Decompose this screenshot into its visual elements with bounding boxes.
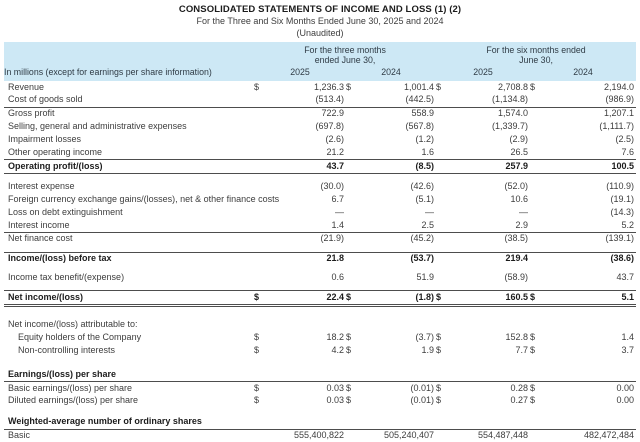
cell-value: 1.4 [621,331,635,342]
spacer-cell [4,306,636,319]
cell-value: (3.7) [415,331,435,342]
cell-value: 7.7 [515,344,529,355]
dollar-sign [346,134,362,147]
cell-value: 558.9 [411,108,435,119]
dollar-sign [254,134,268,147]
dollar-sign: $ [436,81,442,92]
year-column-header: 2025 [254,66,346,81]
cell-value [554,416,636,429]
dollar-sign [530,232,554,245]
table-row [4,252,636,265]
dollar-sign [436,160,456,174]
row-label: Other operating income [4,146,254,159]
cell-value: 0.28 [510,382,529,393]
dollar-sign [254,272,268,285]
dollar-sign: $ [346,382,352,393]
dollar-sign [436,368,456,381]
cell-value: (42.6) [410,180,435,191]
dollar-sign: $ [254,331,260,342]
cell-value [268,416,346,429]
cell-value: 2,708.8 [498,81,529,92]
cell-value: 5.2 [554,219,636,232]
cell-value: (1,111.7) [599,121,635,132]
dollar-sign: $ [530,382,536,393]
year-column-header: 2024 [530,66,636,81]
dollar-sign [530,272,554,285]
units-label: In millions (except for earnings per share information) [4,66,254,81]
dollar-sign [254,252,268,265]
cell-value: 0.03 [326,395,344,406]
cell-value: 2.9 [456,219,530,232]
row-label: Equity holders of the Company [18,331,142,342]
cell-value: 0.00 [616,382,635,393]
dollar-sign [436,193,456,206]
dollar-sign [436,206,456,219]
dollar-sign: $ [436,382,442,393]
cell-value: (2.6) [325,134,344,145]
dollar-sign [254,206,268,219]
title-block [0,0,640,39]
spacer-cell [4,357,636,368]
dollar-sign [436,272,456,285]
row-label: Selling, general and administrative expenses [8,121,187,132]
cell-value [362,416,436,429]
cell-value: (5.1) [415,193,435,204]
cell-value: (0.01) [410,395,435,406]
statement-subtitle: For the Three and Six Months Ended June 30, 2025 and 2024 [196,16,444,26]
dollar-sign [530,94,554,107]
table-row [4,146,636,159]
dollar-sign [346,206,362,219]
cell-value: 51.9 [416,272,435,283]
dollar-sign: $ [254,395,260,406]
cell-value: (567.8) [405,121,435,132]
header-spacer [4,42,254,55]
dollar-sign [346,193,362,206]
cell-value: (45.2) [410,233,435,244]
row-label: Basic earnings/(loss) per share [8,382,133,393]
dollar-sign [346,180,362,193]
cell-value: 555,400,822 [293,430,344,441]
cell-value: (2.5) [615,134,635,145]
row-label: Income/(loss) before tax [4,252,254,265]
dollar-sign [530,134,554,147]
cell-value: (1.8) [362,291,436,306]
table-row [4,219,636,232]
cell-value: 1,236.3 [313,81,344,92]
dollar-sign [436,107,456,120]
row-label: Weighted-average number of ordinary shares [4,416,254,429]
dollar-sign [436,318,456,331]
cell-value: (986.9) [554,94,636,107]
cell-value: 0.03 [326,382,344,393]
cell-value: (8.5) [362,160,436,174]
cell-value: (19.1) [610,193,635,204]
dollar-sign [346,160,362,174]
cell-value: 722.9 [321,108,344,119]
dollar-sign [530,193,554,206]
dollar-sign: $ [436,344,442,355]
table-row [4,193,636,206]
dollar-sign: $ [346,291,362,306]
table-row [4,331,636,344]
table-row [4,180,636,193]
dollar-sign [346,232,362,245]
table-row [4,416,636,429]
table-row [4,395,636,408]
statement-rows [4,81,636,442]
dollar-sign: $ [346,344,352,355]
cell-value: 0.27 [510,395,529,406]
income-statement-table [4,42,636,442]
row-label: Revenue [8,81,45,92]
dollar-sign: $ [436,395,442,406]
cell-value: (1.2) [415,134,435,145]
cell-value [456,318,530,331]
period-header-six-months-line2: June 30, [436,55,636,66]
dollar-sign [254,121,268,134]
cell-value: 482,472,484 [583,430,635,441]
cell-value [362,368,436,381]
cell-value: (110.9) [606,180,635,191]
cell-value: 1,001.4 [404,81,435,92]
cell-value: — [519,206,529,217]
dollar-sign [436,121,456,134]
dollar-sign: $ [254,291,268,306]
cell-value: (38.5) [504,233,529,244]
dollar-sign [346,272,362,285]
dollar-sign: $ [254,81,260,92]
table-row [4,272,636,285]
cell-value: 18.2 [326,331,344,342]
dollar-sign [346,121,362,134]
table-row [4,81,636,94]
dollar-sign [436,180,456,193]
cell-value: (14.3) [610,206,635,217]
dollar-sign [254,94,268,107]
dollar-sign: $ [530,331,536,342]
dollar-sign [530,219,554,232]
cell-value [554,368,636,381]
table-row [4,291,636,306]
dollar-sign: $ [346,395,352,406]
table-row [4,344,636,357]
cell-value: 0.6 [331,272,344,283]
row-label: Net income/(loss) attributable to: [8,318,138,329]
dollar-sign [530,160,554,174]
period-header-six-months-line1: For the six months ended [436,42,636,55]
cell-value: 26.5 [456,146,530,159]
cell-value: 7.6 [554,146,636,159]
spacer-row [4,357,636,368]
row-label: Gross profit [8,108,55,119]
table-row [4,368,636,381]
dollar-sign [436,416,456,429]
cell-value: (697.8) [315,121,344,132]
dollar-sign [530,318,554,331]
cell-value: 43.7 [616,272,635,283]
dollar-sign [254,180,268,193]
cell-value: 160.5 [456,291,530,306]
spacer-row [4,306,636,319]
dollar-sign [530,429,554,442]
cell-value: 219.4 [456,252,530,265]
dollar-sign [254,107,268,120]
table-header [4,42,636,81]
row-label: Interest expense [8,180,75,191]
row-label: Operating profit/(loss) [4,160,254,174]
cell-value: 152.8 [505,331,529,342]
dollar-sign [530,121,554,134]
row-label: Net finance cost [8,233,73,244]
row-label: Earnings/(loss) per share [4,368,254,381]
cell-value: 6.7 [331,193,344,204]
row-label: Interest income [4,219,254,232]
period-header-three-months-line1: For the three months [254,42,436,55]
year-column-header: 2025 [436,66,530,81]
cell-value: (38.6) [554,252,636,265]
spacer-row [4,408,636,416]
cell-value: (139.1) [605,233,635,244]
dollar-sign [530,206,554,219]
cell-value [268,368,346,381]
cell-value: 1,574.0 [498,108,529,119]
cell-value: 1,207.1 [604,108,635,119]
row-label: Loss on debt extinguishment [8,206,123,217]
table-row [4,429,636,442]
dollar-sign [530,416,554,429]
dollar-sign [254,160,268,174]
table-row [4,381,636,394]
row-label: Non-controlling interests [18,344,116,355]
cell-value: 2.5 [362,219,436,232]
dollar-sign: $ [436,331,442,342]
row-label: Basic [8,430,31,441]
dollar-sign: $ [530,395,536,406]
dollar-sign: $ [254,344,260,355]
cell-value: 505,240,407 [383,430,435,441]
dollar-sign [254,146,268,159]
period-header-three-months-line2: ended June 30, [254,55,436,66]
table-row [4,160,636,174]
cell-value: 43.7 [268,160,346,174]
cell-value: (52.0) [504,180,529,191]
cell-value: (1,134.8) [456,94,530,107]
dollar-sign: $ [346,81,352,92]
cell-value: 1.4 [268,219,346,232]
cell-value: 21.8 [268,252,346,265]
dollar-sign [254,416,268,429]
dollar-sign [254,232,268,245]
dollar-sign [530,146,554,159]
row-label: Foreign currency exchange gains/(losses), net & other finance costs [8,193,280,204]
cell-value: (2.9) [509,134,529,145]
table-row [4,206,636,219]
cell-value: 3.7 [621,344,635,355]
dollar-sign [254,318,268,331]
dollar-sign [346,318,362,331]
dollar-sign [436,429,456,442]
dollar-sign [530,107,554,120]
cell-value: — [425,206,435,217]
row-label: Net income/(loss) [4,291,254,306]
cell-value: 4.2 [331,344,344,355]
cell-value: 2,194.0 [604,81,635,92]
table-row [4,107,636,120]
cell-value: 0.00 [616,395,635,406]
unaudited-label: (Unaudited) [296,28,344,38]
table-row [4,94,636,107]
dollar-sign [254,219,268,232]
cell-value: 1.9 [421,344,435,355]
dollar-sign [346,219,362,232]
table-row [4,121,636,134]
spacer-cell [4,408,636,416]
dollar-sign [530,368,554,381]
row-label: Income tax benefit/(expense) [8,272,125,283]
header-spacer [4,55,254,66]
dollar-sign: $ [346,331,352,342]
cell-value: (30.0) [320,180,344,191]
cell-value [456,368,530,381]
dollar-sign: $ [436,291,456,306]
cell-value: — [335,206,344,217]
cell-value [554,318,636,331]
table-row [4,318,636,331]
dollar-sign [346,146,362,159]
table-row [4,232,636,245]
row-label: Diluted earnings/(loss) per share [8,395,139,406]
cell-value: 554,487,448 [477,430,529,441]
cell-value: (0.01) [410,382,435,393]
cell-value: 21.2 [268,146,346,159]
statement-title: CONSOLIDATED STATEMENTS OF INCOME AND LOSS (1) (2) [178,4,462,15]
dollar-sign [436,146,456,159]
dollar-sign: $ [530,344,536,355]
cell-value: (53.7) [362,252,436,265]
row-label: Impairment losses [8,134,82,145]
dollar-sign [436,232,456,245]
dollar-sign [346,107,362,120]
dollar-sign [530,252,554,265]
dollar-sign: $ [530,291,554,306]
cell-value [456,416,530,429]
dollar-sign: $ [530,81,536,92]
cell-value [362,318,436,331]
dollar-sign [346,429,362,442]
table-row [4,134,636,147]
cell-value: 257.9 [456,160,530,174]
cell-value [268,318,346,331]
dollar-sign [436,134,456,147]
dollar-sign [346,252,362,265]
dollar-sign [346,94,362,107]
cell-value: 5.1 [554,291,636,306]
dollar-sign [436,219,456,232]
cell-value: 100.5 [554,160,636,174]
cell-value: 10.6 [510,193,529,204]
dollar-sign [436,252,456,265]
cell-value: (442.5) [362,94,436,107]
dollar-sign [254,368,268,381]
dollar-sign [346,416,362,429]
dollar-sign [346,368,362,381]
dollar-sign [530,180,554,193]
row-label: Cost of goods sold [4,94,254,107]
dollar-sign [436,94,456,107]
cell-value: 22.4 [268,291,346,306]
cell-value: (58.9) [504,272,529,283]
dollar-sign [254,429,268,442]
cell-value: (21.9) [320,233,344,244]
cell-value: (513.4) [268,94,346,107]
year-column-header: 2024 [346,66,436,81]
dollar-sign: $ [254,382,260,393]
cell-value: (1,339.7) [492,121,529,132]
cell-value: 1.6 [362,146,436,159]
